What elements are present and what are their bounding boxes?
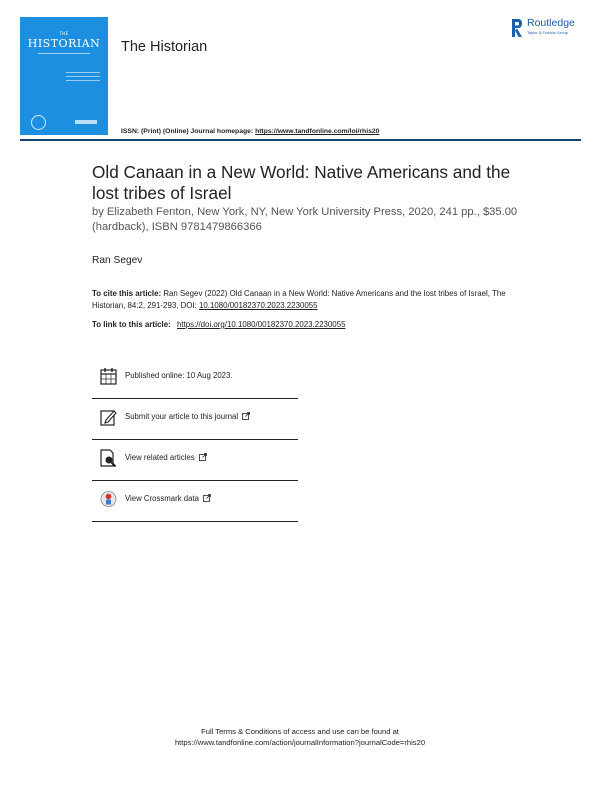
journal-name: The Historian <box>121 39 208 55</box>
cover-divider <box>38 53 90 54</box>
related-articles-text: View related articles <box>125 453 195 462</box>
journal-cover-image <box>20 17 108 135</box>
book-citation: by Elizabeth Fenton, New York, NY, New York University Press, 2020, 241 pp., $35.00 (hardback), ISBN 9781479866366 <box>92 206 518 233</box>
edit-icon <box>100 408 117 426</box>
cover-seal-icon <box>31 115 46 130</box>
cite-label: To cite this article: <box>92 289 162 298</box>
cite-doi-link[interactable]: 10.1080/00182370.2023.2230055 <box>199 300 318 310</box>
related-articles-icon <box>100 449 117 467</box>
crossmark-row[interactable] <box>92 481 298 522</box>
submit-article-link[interactable] <box>125 412 250 421</box>
related-articles-link[interactable] <box>125 453 207 462</box>
submit-article-text: Submit your article to this journal <box>125 412 239 421</box>
journal-homepage-link[interactable]: https://www.tandfonline.com/loi/rhis20 <box>255 128 380 135</box>
issn-label: ISSN: (Print) (Online) Journal homepage: <box>121 128 254 135</box>
footer-terms-link[interactable]: https://www.tandfonline.com/action/journalInformation?journalCode=rhis20 <box>174 738 426 747</box>
article-title: Old Canaan in a New World: Native Americans and the lost tribes of Israel <box>92 162 511 203</box>
issn-line <box>121 128 379 135</box>
article-author: Ran Segev <box>92 255 143 266</box>
external-link-icon <box>199 453 207 461</box>
footer-terms-text: Full Terms & Conditions of access and use can be found at <box>201 727 399 736</box>
crossmark-icon <box>100 490 117 508</box>
publisher-name: Routledge <box>527 17 575 29</box>
citation-block <box>92 288 512 311</box>
routledge-r-icon <box>510 18 524 38</box>
cover-small-text: THE <box>59 31 69 36</box>
related-articles-row[interactable] <box>92 440 298 481</box>
footer <box>0 726 600 748</box>
external-link-icon <box>242 412 250 420</box>
published-online-row <box>92 358 298 399</box>
article-doi-link[interactable]: https://doi.org/10.1080/00182370.2023.2230055 <box>176 320 346 329</box>
external-link-icon <box>203 494 211 502</box>
header-divider <box>20 139 581 141</box>
crossmark-text: View Crossmark data <box>125 494 199 503</box>
submit-article-row[interactable] <box>92 399 298 440</box>
link-label: To link to this article: <box>92 320 171 329</box>
calendar-icon <box>100 367 117 385</box>
cite-text: Ran Segev (2022) Old Canaan in a New World: Native Americans and the lost tribes of Israel, The Historian, 84:2, 291-293, DOI: <box>92 289 506 310</box>
cover-text-block <box>66 72 100 86</box>
cover-publisher-logo <box>75 120 97 124</box>
publisher-tagline: Taylor & Francis Group <box>527 30 568 35</box>
link-block <box>92 320 345 329</box>
cover-title: HISTORIAN <box>27 37 101 50</box>
published-online-text: Published online: 10 Aug 2023. <box>125 371 233 380</box>
crossmark-link[interactable] <box>125 494 211 503</box>
article-info-list <box>92 358 298 522</box>
